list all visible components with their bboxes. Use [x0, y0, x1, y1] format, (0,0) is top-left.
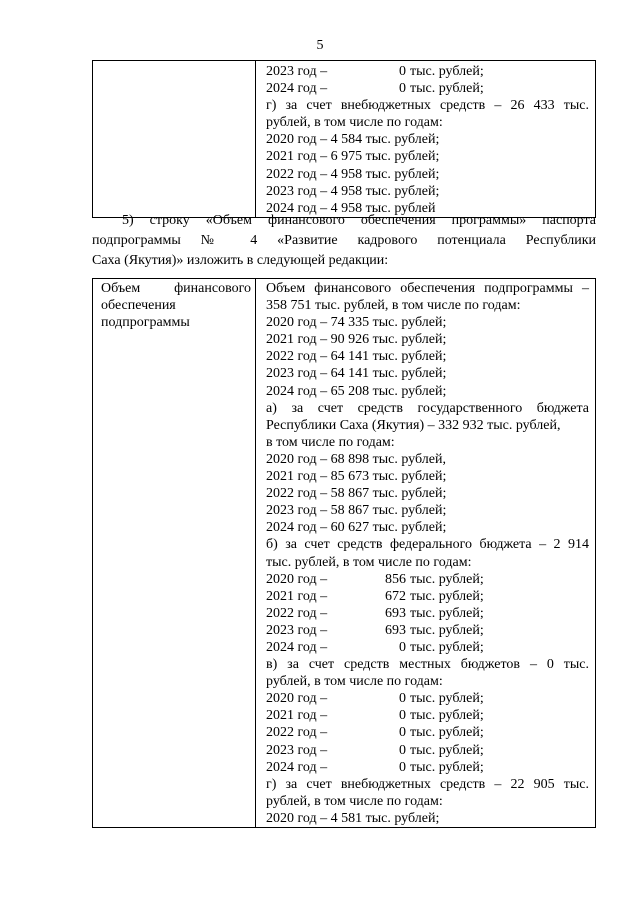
year-line [266, 690, 589, 707]
paragraph-line: Саха (Якутия)» изложить в следующей редакции: [92, 253, 389, 268]
extrabudgetary-heading: г) за счет внебюджетных средств – 22 905 тыс. [266, 776, 589, 792]
year-label: 2020 год – [266, 691, 328, 707]
year-line: 2021 год – 6 975 тыс. рублей; [266, 149, 440, 165]
extrabudgetary-subheading: рублей, в том числе по годам: [266, 115, 443, 131]
year-amount: 856 [385, 571, 406, 587]
year-unit: тыс. рублей; [410, 622, 484, 638]
table-row [93, 279, 596, 828]
year-line: 2022 год – 64 141 тыс. рублей; [266, 349, 447, 365]
year-unit: тыс. рублей; [410, 81, 484, 97]
year-line [266, 605, 589, 622]
year-label: 2023 год – [266, 742, 328, 758]
year-amount: 0 [399, 708, 406, 724]
year-label: 2024 год – [266, 81, 328, 97]
year-unit: тыс. рублей; [410, 742, 484, 758]
year-line: 2021 год – 85 673 тыс. рублей; [266, 469, 447, 485]
year-line: 2022 год – 4 958 тыс. рублей; [266, 166, 440, 182]
year-line: 2023 год – 64 141 тыс. рублей; [266, 366, 447, 382]
table-label-cell [93, 61, 256, 218]
year-line: 2024 год – 4 958 тыс. рублей [266, 200, 436, 216]
year-line: 2022 год – 58 867 тыс. рублей; [266, 486, 447, 502]
year-line: 2020 год – 74 335 тыс. рублей; [266, 315, 447, 331]
local-budget-heading: в) за счет средств местных бюджетов – 0 тыс. [266, 657, 589, 673]
table-content-cell [256, 61, 596, 218]
year-line: 2023 год – 4 958 тыс. рублей; [266, 183, 440, 199]
year-line: 2024 год – 65 208 тыс. рублей; [266, 383, 447, 399]
total-heading: Объем финансового обеспечения подпрограммы – [266, 281, 589, 296]
year-unit: тыс. рублей; [410, 64, 484, 79]
total-subheading: 358 751 тыс. рублей, в том числе по годам: [266, 298, 521, 314]
year-line: 2023 год – 58 867 тыс. рублей; [266, 503, 447, 519]
year-line: 2020 год – 4 581 тыс. рублей; [266, 810, 440, 826]
table-row [93, 61, 596, 218]
year-line [266, 80, 589, 97]
year-label: 2021 год – [266, 588, 328, 604]
year-label: 2020 год – [266, 571, 328, 587]
state-budget-subheading: в том числе по годам: [266, 434, 395, 450]
amendment-paragraph [92, 211, 596, 271]
year-line [266, 742, 589, 759]
year-amount: 0 [399, 691, 406, 707]
year-unit: тыс. рублей; [410, 691, 484, 707]
year-line [266, 759, 589, 776]
paragraph-line: подпрограммы № 4 «Развитие кадрового потенциала Республики [92, 233, 596, 248]
year-amount: 672 [385, 588, 406, 604]
year-unit: тыс. рублей; [410, 639, 484, 655]
table-content-cell [256, 279, 596, 828]
federal-budget-subheading: тыс. рублей, в том числе по годам: [266, 554, 472, 570]
year-line [266, 707, 589, 724]
year-amount: 0 [399, 639, 406, 655]
year-label: 2022 год – [266, 725, 328, 741]
local-budget-subheading: рублей, в том числе по годам: [266, 674, 443, 690]
state-budget-subheading: Республики Саха (Якутия) – 332 932 тыс. рублей, [266, 417, 561, 433]
label-line: Объем финансового [101, 281, 251, 296]
page-number: 5 [316, 38, 324, 53]
year-line: 2020 год – 4 584 тыс. рублей; [266, 132, 440, 148]
year-unit: тыс. рублей; [410, 759, 484, 775]
extrabudgetary-subheading: рублей, в том числе по годам: [266, 793, 443, 809]
year-label: 2021 год – [266, 708, 328, 724]
year-amount: 0 [399, 64, 406, 79]
year-line: 2021 год – 90 926 тыс. рублей; [266, 332, 447, 348]
year-unit: тыс. рублей; [410, 725, 484, 741]
year-line [266, 724, 589, 741]
year-unit: тыс. рублей; [410, 605, 484, 621]
year-label: 2023 год – [266, 64, 328, 79]
year-label: 2022 год – [266, 605, 328, 621]
year-line [266, 622, 589, 639]
funding-table-continuation [92, 60, 596, 218]
year-line [266, 639, 589, 656]
year-unit: тыс. рублей; [410, 588, 484, 604]
year-line [266, 63, 589, 80]
year-line [266, 571, 589, 588]
year-amount: 693 [385, 605, 406, 621]
table-label-cell [93, 279, 256, 828]
year-amount: 0 [399, 725, 406, 741]
label-line: обеспечения [101, 298, 176, 314]
extrabudgetary-heading: г) за счет внебюджетных средств – 26 433 тыс. [266, 98, 589, 114]
year-amount: 0 [399, 759, 406, 775]
year-line: 2024 год – 60 627 тыс. рублей; [266, 520, 447, 536]
year-label: 2024 год – [266, 759, 328, 775]
year-amount: 693 [385, 622, 406, 638]
year-label: 2024 год – [266, 639, 328, 655]
year-amount: 0 [399, 81, 406, 97]
year-amount: 0 [399, 742, 406, 758]
federal-budget-heading: б) за счет средств федерального бюджета – 2 914 [266, 537, 589, 553]
year-label: 2023 год – [266, 622, 328, 638]
funding-table-new-edition [92, 278, 596, 828]
label-line: подпрограммы [101, 315, 190, 331]
paragraph-line: 5) строку «Объем финансового обеспечения программы» паспорта [122, 213, 596, 228]
year-line [266, 588, 589, 605]
state-budget-heading: а) за счет средств государственного бюджета [266, 400, 589, 416]
year-unit: тыс. рублей; [410, 571, 484, 587]
year-unit: тыс. рублей; [410, 708, 484, 724]
year-line: 2020 год – 68 898 тыс. рублей, [266, 451, 446, 467]
